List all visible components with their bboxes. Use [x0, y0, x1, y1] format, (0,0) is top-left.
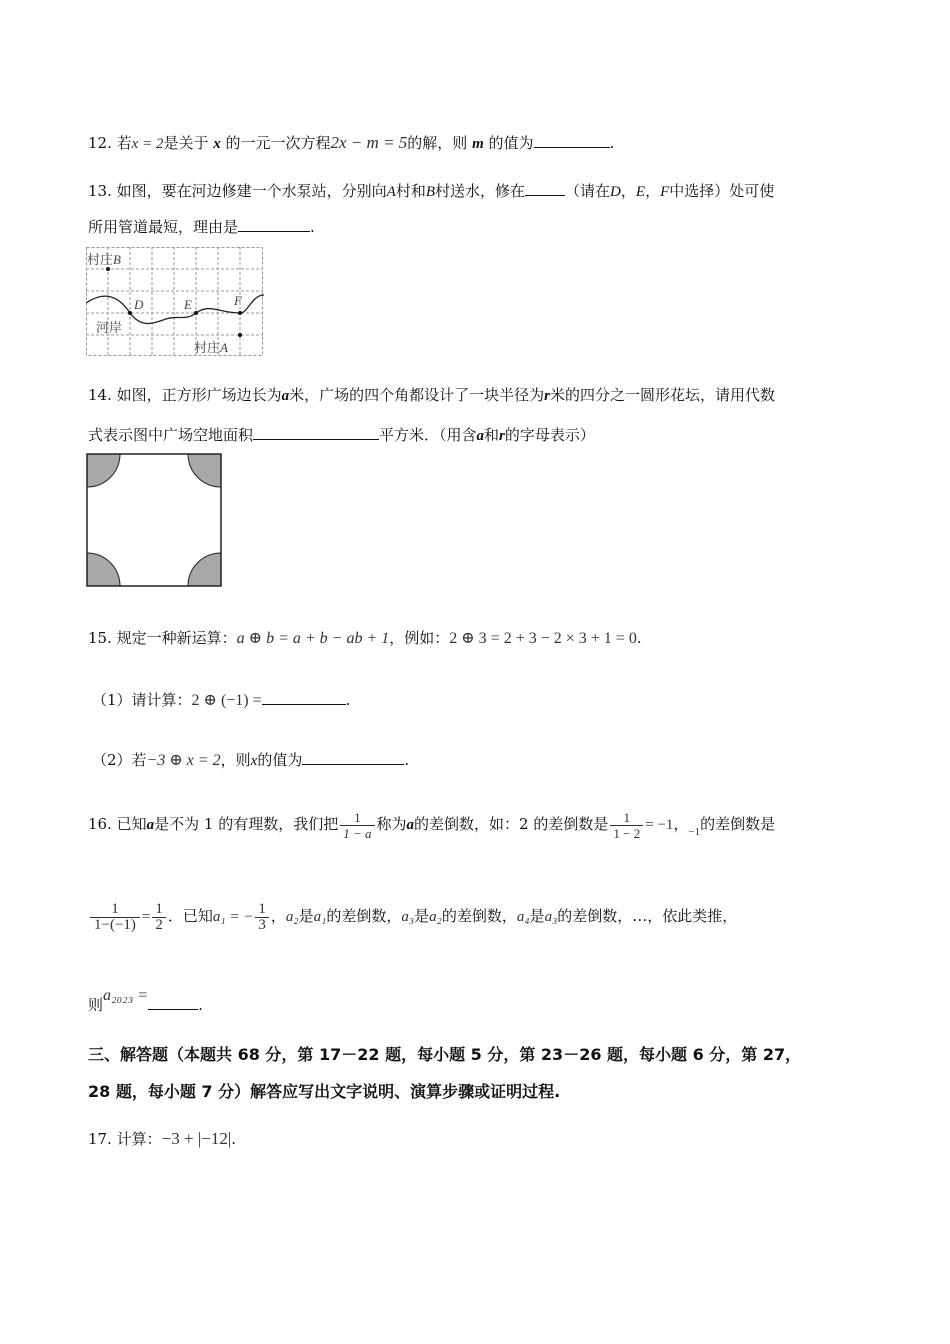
q13-figure — [86, 247, 264, 357]
section-3-heading-line2: 28 题，每小题 7 分）解答应写出文字说明、演算步骤或证明过程. — [88, 1082, 561, 1101]
question-13-line2: 所用管道最短，理由是 . — [88, 218, 315, 236]
question-14-line1: 14. 如图，正方形广场边长为a米，广场的四个角都设计了一块半径为r米的四分之一圆形花坛，请用代数 — [88, 386, 776, 404]
q13-number: 13. — [88, 182, 112, 200]
q16-number: 16. — [88, 815, 112, 833]
question-16-line1: 16. 已知a是不为 1 的有理数，我们把 $\frac{1}{1 - a}$ 称为a的差倒数，如：2 的差倒数是 $\frac{1}{1 - 2}$ = −1，$_{-1}$的差倒数是 — [88, 809, 776, 841]
section-3-heading-line1: 三、解答题（本题共 68 分，第 17－22 题，每小题 5 分，第 23－26 题，每小题 6 分，第 27， — [88, 1045, 802, 1064]
fraction-1-over-1-minus-a: $\frac{1}{1 - a}$ — [340, 810, 374, 841]
question-15: 15. 规定一种新运算：a ⊕ b = a + b − ab + 1，例如：2 ⊕ 3 = 2 + 3 − 2 × 3 + 1 = 0. — [88, 629, 642, 647]
question-16-line3: 则a₂₀₂₃ =. — [88, 987, 203, 1014]
point-e — [194, 311, 198, 315]
label-river: 河岸 — [96, 321, 123, 336]
q17-expression: −3 + |−12| — [161, 1129, 232, 1148]
question-14-line2: 式表示图中广场空地面积 平方米．（用含a和r的字母表示） — [88, 426, 595, 444]
point-village-a — [238, 333, 242, 337]
fraction-1-over-1-minus-2: $\frac{1}{1 - 2}$ — [610, 810, 643, 841]
q12-text: 若 — [116, 134, 132, 152]
point-d — [128, 311, 132, 315]
flowerbed-top-left — [87, 454, 120, 487]
label-village-b: 村庄B — [87, 252, 121, 268]
flowerbed-bottom-right — [188, 553, 221, 586]
label-e: E — [184, 297, 192, 312]
q14-answer-blank[interactable] — [253, 424, 379, 440]
q17-number: 17. — [88, 1130, 112, 1148]
q12-answer-blank[interactable] — [534, 132, 610, 148]
q15-example: 2 ⊕ 3 = 2 + 3 − 2 × 3 + 1 = 0 — [449, 630, 637, 647]
fraction-1-over-1-minus-neg1: $\frac{1}{1-(-1)}$ — [90, 902, 140, 933]
q14-number: 14. — [88, 386, 112, 404]
q13-answer-blank-1[interactable] — [525, 180, 565, 196]
question-15-part1: （1）请计算：2 ⊕ (−1) = . — [92, 691, 351, 709]
q15-part1-blank[interactable] — [262, 689, 346, 705]
question-17: 17. 计算：−3 + |−12|. — [88, 1129, 237, 1148]
question-12: 12. 若x = 2是关于 x 的一元一次方程2x − m = 5的解，则 m 的值为 . — [88, 133, 615, 152]
q16-answer-blank[interactable] — [148, 994, 198, 1010]
q12-eq1: x = 2 — [131, 136, 164, 152]
fraction-1-over-3: $\frac{1}{3}$ — [255, 902, 269, 933]
q15-number: 15. — [88, 629, 112, 647]
flowerbed-top-right — [188, 454, 221, 487]
square-plaza-diagram — [86, 453, 222, 587]
point-f — [238, 311, 242, 315]
question-15-part2: （2）若−3 ⊕ x = 2，则x的值为 . — [92, 751, 410, 769]
label-d: D — [134, 297, 144, 312]
q12-number: 12. — [88, 134, 112, 152]
q13-answer-blank-2[interactable] — [238, 216, 310, 232]
q14-figure — [86, 453, 222, 587]
question-13-line1: 13. 如图，要在河边修建一个水泵站，分别向A村和B村送水，修在 （请在D，E，F中选择）处可使 — [88, 182, 775, 200]
question-16-line2: $\frac{1}{1-(-1)}$ = $\frac{1}{2}$ ．已知a₁ = − $\frac{1}{3}$ ，a₂是a₁的差倒数，a₃是a₂的差倒数，a₄是a₃的差倒数，…，依此类推， — [88, 896, 737, 936]
fraction-1-over-2: $\frac{1}{2}$ — [152, 902, 166, 933]
label-village-a: 村庄A — [194, 340, 228, 356]
q12-eq2: 2x − m = 5 — [330, 133, 408, 152]
label-f: F — [234, 293, 242, 308]
q15-part2-blank[interactable] — [302, 749, 404, 765]
flowerbed-bottom-left — [87, 553, 120, 586]
q15-definition: a ⊕ b = a + b − ab + 1 — [236, 630, 390, 647]
